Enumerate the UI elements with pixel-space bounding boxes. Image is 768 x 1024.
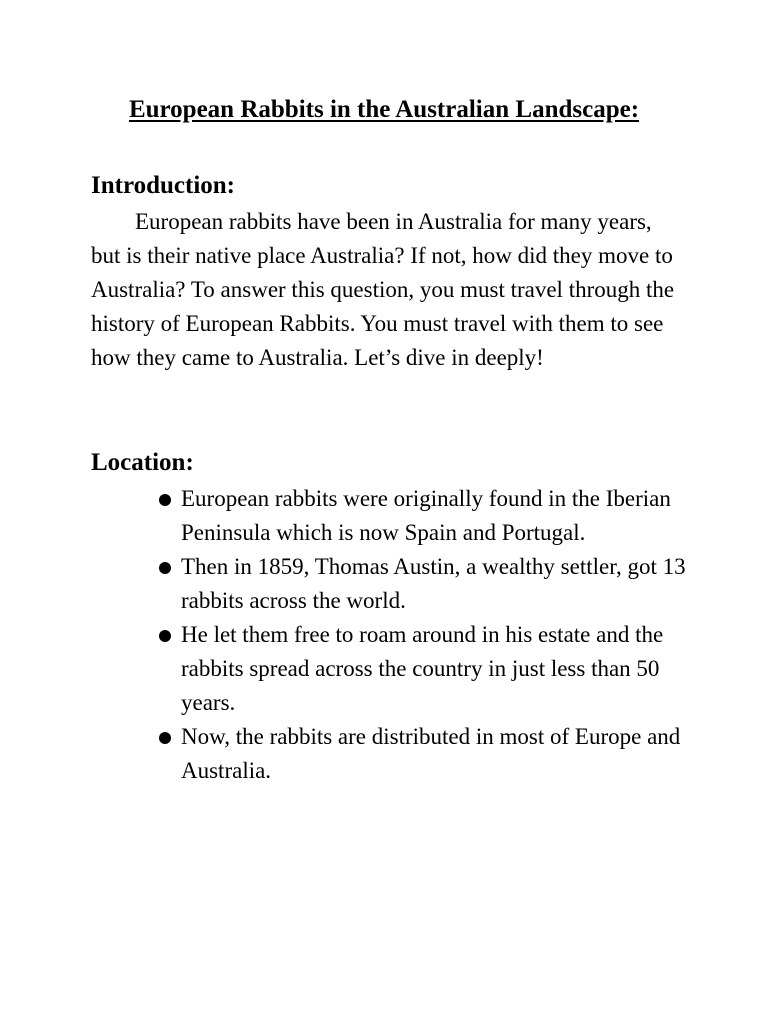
location-bullet-list — [156, 482, 686, 788]
list-item-text: Now, the rabbits are distributed in most of Europe and Australia. — [181, 724, 681, 783]
bullet-icon — [159, 494, 171, 506]
bullet-icon — [159, 732, 171, 744]
introduction-paragraph: European rabbits have been in Australia for many years, but is their native place Australia? If not, how did they move to Australia? To answer this question, you must travel through the history of European Rabbits. You must travel with them to see how they came to Australia. Let’s dive in deeply! — [91, 209, 675, 370]
list-item-text: He let them free to roam around in his estate and the rabbits spread across the country in just less than 50 years. — [181, 622, 664, 715]
list-item — [156, 720, 686, 788]
introduction-heading: Introduction: — [91, 172, 236, 199]
list-item — [156, 618, 686, 720]
location-heading: Location: — [91, 449, 194, 476]
list-item-text: European rabbits were originally found in the Iberian Peninsula which is now Spain and Portugal. — [181, 486, 671, 545]
bullet-icon — [159, 630, 171, 642]
list-item — [156, 550, 686, 618]
bullet-icon — [159, 562, 171, 574]
list-item-text: Then in 1859, Thomas Austin, a wealthy settler, got 13 rabbits across the world. — [181, 554, 686, 613]
list-item — [156, 482, 686, 550]
document-title: European Rabbits in the Australian Landscape: — [128, 96, 640, 123]
